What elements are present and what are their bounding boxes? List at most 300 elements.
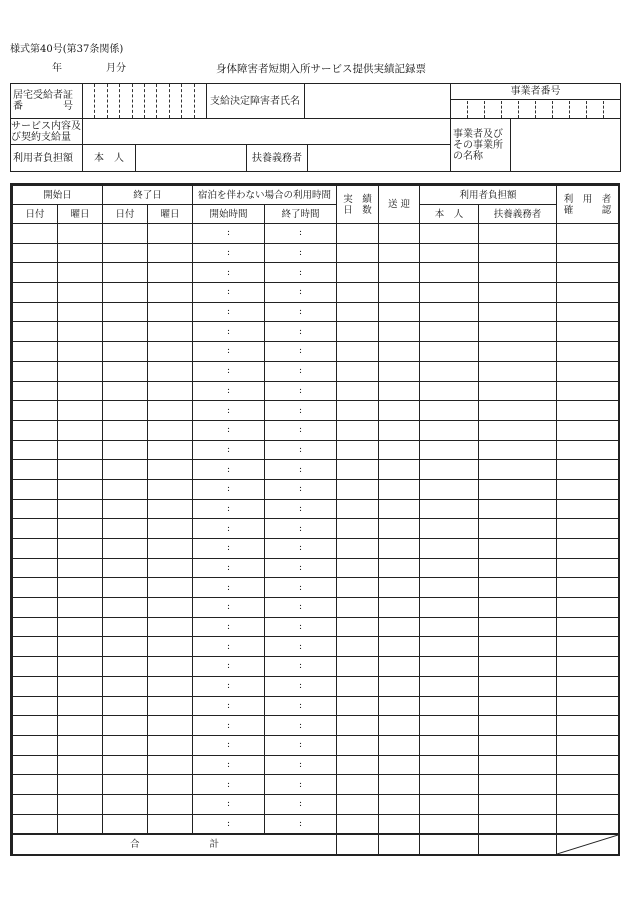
burden-self-cell[interactable] <box>420 420 479 440</box>
end-date-cell[interactable] <box>103 322 148 342</box>
total-actual-days[interactable] <box>337 834 379 855</box>
burden-guardian-cell[interactable] <box>479 263 557 283</box>
start-weekday-cell[interactable] <box>58 499 103 519</box>
start-time-cell[interactable] <box>193 814 265 834</box>
transport-cell[interactable] <box>379 814 420 834</box>
start-time-cell[interactable] <box>193 263 265 283</box>
end-date-cell[interactable] <box>103 814 148 834</box>
end-weekday-cell[interactable] <box>148 794 193 814</box>
transport-cell[interactable] <box>379 735 420 755</box>
end-date-cell[interactable] <box>103 676 148 696</box>
start-weekday-cell[interactable] <box>58 558 103 578</box>
end-date-cell[interactable] <box>103 381 148 401</box>
burden-self-cell[interactable] <box>420 598 479 618</box>
end-time-cell[interactable] <box>265 322 337 342</box>
start-time-cell[interactable] <box>193 420 265 440</box>
end-time-cell[interactable] <box>265 775 337 795</box>
transport-cell[interactable] <box>379 696 420 716</box>
end-date-cell[interactable] <box>103 716 148 736</box>
start-weekday-cell[interactable] <box>58 814 103 834</box>
actual-days-cell[interactable] <box>337 460 379 480</box>
start-date-cell[interactable] <box>13 224 58 244</box>
start-date-cell[interactable] <box>13 401 58 421</box>
start-weekday-cell[interactable] <box>58 539 103 559</box>
confirm-cell[interactable] <box>557 499 619 519</box>
start-time-cell[interactable] <box>193 243 265 263</box>
end-date-cell[interactable] <box>103 598 148 618</box>
end-weekday-cell[interactable] <box>148 755 193 775</box>
actual-days-cell[interactable] <box>337 558 379 578</box>
burden-self-cell[interactable] <box>420 539 479 559</box>
end-weekday-cell[interactable] <box>148 814 193 834</box>
start-time-cell[interactable] <box>193 381 265 401</box>
start-weekday-cell[interactable] <box>58 794 103 814</box>
end-date-cell[interactable] <box>103 775 148 795</box>
actual-days-cell[interactable] <box>337 814 379 834</box>
start-weekday-cell[interactable] <box>58 440 103 460</box>
burden-guardian-cell[interactable] <box>479 440 557 460</box>
burden-self-cell[interactable] <box>420 224 479 244</box>
start-date-cell[interactable] <box>13 558 58 578</box>
confirm-cell[interactable] <box>557 637 619 657</box>
end-date-cell[interactable] <box>103 637 148 657</box>
confirm-cell[interactable] <box>557 440 619 460</box>
burden-self-cell[interactable] <box>420 361 479 381</box>
start-date-cell[interactable] <box>13 657 58 677</box>
burden-self-cell[interactable] <box>420 263 479 283</box>
burden-guardian-cell[interactable] <box>479 794 557 814</box>
start-time-cell[interactable] <box>193 716 265 736</box>
confirm-cell[interactable] <box>557 460 619 480</box>
burden-guardian-cell[interactable] <box>479 361 557 381</box>
end-weekday-cell[interactable] <box>148 716 193 736</box>
confirm-cell[interactable] <box>557 519 619 539</box>
start-weekday-cell[interactable] <box>58 676 103 696</box>
transport-cell[interactable] <box>379 578 420 598</box>
end-time-cell[interactable] <box>265 224 337 244</box>
actual-days-cell[interactable] <box>337 342 379 362</box>
burden-guardian-cell[interactable] <box>479 775 557 795</box>
transport-cell[interactable] <box>379 283 420 303</box>
burden-guardian-cell[interactable] <box>479 460 557 480</box>
burden-guardian-cell[interactable] <box>479 814 557 834</box>
start-date-cell[interactable] <box>13 322 58 342</box>
end-weekday-cell[interactable] <box>148 499 193 519</box>
transport-cell[interactable] <box>379 637 420 657</box>
end-date-cell[interactable] <box>103 342 148 362</box>
end-weekday-cell[interactable] <box>148 322 193 342</box>
start-time-cell[interactable] <box>193 224 265 244</box>
actual-days-cell[interactable] <box>337 794 379 814</box>
actual-days-cell[interactable] <box>337 479 379 499</box>
end-date-cell[interactable] <box>103 361 148 381</box>
end-weekday-cell[interactable] <box>148 479 193 499</box>
transport-cell[interactable] <box>379 381 420 401</box>
end-time-cell[interactable] <box>265 420 337 440</box>
end-date-cell[interactable] <box>103 243 148 263</box>
start-weekday-cell[interactable] <box>58 735 103 755</box>
transport-cell[interactable] <box>379 539 420 559</box>
start-date-cell[interactable] <box>13 617 58 637</box>
start-date-cell[interactable] <box>13 598 58 618</box>
transport-cell[interactable] <box>379 617 420 637</box>
actual-days-cell[interactable] <box>337 598 379 618</box>
start-weekday-cell[interactable] <box>58 420 103 440</box>
burden-self-field[interactable] <box>136 145 247 171</box>
burden-guardian-cell[interactable] <box>479 637 557 657</box>
burden-guardian-cell[interactable] <box>479 617 557 637</box>
burden-guardian-cell[interactable] <box>479 519 557 539</box>
burden-self-cell[interactable] <box>420 637 479 657</box>
burden-self-cell[interactable] <box>420 243 479 263</box>
end-weekday-cell[interactable] <box>148 519 193 539</box>
actual-days-cell[interactable] <box>337 283 379 303</box>
end-weekday-cell[interactable] <box>148 263 193 283</box>
end-weekday-cell[interactable] <box>148 696 193 716</box>
burden-guardian-cell[interactable] <box>479 342 557 362</box>
transport-cell[interactable] <box>379 598 420 618</box>
burden-guardian-cell[interactable] <box>479 322 557 342</box>
burden-guardian-cell[interactable] <box>479 420 557 440</box>
start-weekday-cell[interactable] <box>58 263 103 283</box>
end-time-cell[interactable] <box>265 657 337 677</box>
confirm-cell[interactable] <box>557 342 619 362</box>
burden-self-cell[interactable] <box>420 794 479 814</box>
transport-cell[interactable] <box>379 657 420 677</box>
transport-cell[interactable] <box>379 460 420 480</box>
confirm-cell[interactable] <box>557 479 619 499</box>
end-date-cell[interactable] <box>103 263 148 283</box>
start-date-cell[interactable] <box>13 342 58 362</box>
burden-guardian-cell[interactable] <box>479 302 557 322</box>
confirm-cell[interactable] <box>557 716 619 736</box>
start-time-cell[interactable] <box>193 342 265 362</box>
end-weekday-cell[interactable] <box>148 243 193 263</box>
start-date-cell[interactable] <box>13 499 58 519</box>
transport-cell[interactable] <box>379 775 420 795</box>
end-time-cell[interactable] <box>265 460 337 480</box>
end-date-cell[interactable] <box>103 657 148 677</box>
start-time-cell[interactable] <box>193 440 265 460</box>
start-time-cell[interactable] <box>193 302 265 322</box>
end-weekday-cell[interactable] <box>148 657 193 677</box>
actual-days-cell[interactable] <box>337 401 379 421</box>
burden-guardian-cell[interactable] <box>479 539 557 559</box>
end-time-cell[interactable] <box>265 637 337 657</box>
start-date-cell[interactable] <box>13 243 58 263</box>
transport-cell[interactable] <box>379 243 420 263</box>
start-weekday-cell[interactable] <box>58 578 103 598</box>
end-weekday-cell[interactable] <box>148 617 193 637</box>
start-weekday-cell[interactable] <box>58 302 103 322</box>
transport-cell[interactable] <box>379 558 420 578</box>
burden-guardian-cell[interactable] <box>479 578 557 598</box>
confirm-cell[interactable] <box>557 755 619 775</box>
cert-no-field[interactable] <box>83 84 207 119</box>
start-date-cell[interactable] <box>13 814 58 834</box>
start-time-cell[interactable] <box>193 735 265 755</box>
end-weekday-cell[interactable] <box>148 224 193 244</box>
burden-self-cell[interactable] <box>420 814 479 834</box>
start-weekday-cell[interactable] <box>58 657 103 677</box>
start-time-cell[interactable] <box>193 283 265 303</box>
start-date-cell[interactable] <box>13 381 58 401</box>
end-time-cell[interactable] <box>265 676 337 696</box>
total-burden-self[interactable] <box>420 834 479 855</box>
burden-self-cell[interactable] <box>420 322 479 342</box>
confirm-cell[interactable] <box>557 539 619 559</box>
end-time-cell[interactable] <box>265 558 337 578</box>
actual-days-cell[interactable] <box>337 381 379 401</box>
burden-guardian-cell[interactable] <box>479 716 557 736</box>
end-time-cell[interactable] <box>265 539 337 559</box>
end-date-cell[interactable] <box>103 755 148 775</box>
end-time-cell[interactable] <box>265 263 337 283</box>
transport-cell[interactable] <box>379 519 420 539</box>
confirm-cell[interactable] <box>557 617 619 637</box>
total-burden-guardian[interactable] <box>479 834 557 855</box>
confirm-cell[interactable] <box>557 420 619 440</box>
start-date-cell[interactable] <box>13 637 58 657</box>
start-weekday-cell[interactable] <box>58 460 103 480</box>
start-weekday-cell[interactable] <box>58 224 103 244</box>
end-time-cell[interactable] <box>265 440 337 460</box>
end-time-cell[interactable] <box>265 361 337 381</box>
start-weekday-cell[interactable] <box>58 696 103 716</box>
actual-days-cell[interactable] <box>337 676 379 696</box>
end-weekday-cell[interactable] <box>148 539 193 559</box>
actual-days-cell[interactable] <box>337 243 379 263</box>
transport-cell[interactable] <box>379 361 420 381</box>
confirm-cell[interactable] <box>557 322 619 342</box>
start-weekday-cell[interactable] <box>58 381 103 401</box>
end-time-cell[interactable] <box>265 617 337 637</box>
transport-cell[interactable] <box>379 716 420 736</box>
confirm-cell[interactable] <box>557 401 619 421</box>
actual-days-cell[interactable] <box>337 263 379 283</box>
end-weekday-cell[interactable] <box>148 735 193 755</box>
start-weekday-cell[interactable] <box>58 243 103 263</box>
burden-self-cell[interactable] <box>420 460 479 480</box>
end-time-cell[interactable] <box>265 814 337 834</box>
start-time-cell[interactable] <box>193 696 265 716</box>
burden-guardian-field[interactable] <box>308 145 450 171</box>
end-date-cell[interactable] <box>103 479 148 499</box>
start-weekday-cell[interactable] <box>58 401 103 421</box>
transport-cell[interactable] <box>379 499 420 519</box>
burden-guardian-cell[interactable] <box>479 755 557 775</box>
start-date-cell[interactable] <box>13 440 58 460</box>
burden-self-cell[interactable] <box>420 479 479 499</box>
start-weekday-cell[interactable] <box>58 617 103 637</box>
actual-days-cell[interactable] <box>337 578 379 598</box>
burden-self-cell[interactable] <box>420 735 479 755</box>
transport-cell[interactable] <box>379 479 420 499</box>
start-weekday-cell[interactable] <box>58 716 103 736</box>
actual-days-cell[interactable] <box>337 440 379 460</box>
burden-self-cell[interactable] <box>420 440 479 460</box>
actual-days-cell[interactable] <box>337 302 379 322</box>
end-date-cell[interactable] <box>103 617 148 637</box>
end-weekday-cell[interactable] <box>148 578 193 598</box>
start-date-cell[interactable] <box>13 302 58 322</box>
start-time-cell[interactable] <box>193 598 265 618</box>
actual-days-cell[interactable] <box>337 322 379 342</box>
end-time-cell[interactable] <box>265 598 337 618</box>
burden-self-cell[interactable] <box>420 617 479 637</box>
provider-name-field[interactable] <box>511 119 621 172</box>
start-time-cell[interactable] <box>193 479 265 499</box>
end-date-cell[interactable] <box>103 440 148 460</box>
end-time-cell[interactable] <box>265 716 337 736</box>
burden-self-cell[interactable] <box>420 775 479 795</box>
end-weekday-cell[interactable] <box>148 342 193 362</box>
end-time-cell[interactable] <box>265 243 337 263</box>
start-time-cell[interactable] <box>193 519 265 539</box>
confirm-cell[interactable] <box>557 361 619 381</box>
burden-self-cell[interactable] <box>420 283 479 303</box>
end-date-cell[interactable] <box>103 558 148 578</box>
actual-days-cell[interactable] <box>337 539 379 559</box>
confirm-cell[interactable] <box>557 263 619 283</box>
provider-no-field[interactable] <box>451 100 621 119</box>
actual-days-cell[interactable] <box>337 637 379 657</box>
end-weekday-cell[interactable] <box>148 598 193 618</box>
end-time-cell[interactable] <box>265 578 337 598</box>
end-weekday-cell[interactable] <box>148 302 193 322</box>
burden-self-cell[interactable] <box>420 578 479 598</box>
confirm-cell[interactable] <box>557 814 619 834</box>
end-weekday-cell[interactable] <box>148 676 193 696</box>
end-date-cell[interactable] <box>103 401 148 421</box>
actual-days-cell[interactable] <box>337 716 379 736</box>
end-weekday-cell[interactable] <box>148 440 193 460</box>
total-transport[interactable] <box>379 834 420 855</box>
burden-self-cell[interactable] <box>420 657 479 677</box>
start-time-cell[interactable] <box>193 794 265 814</box>
end-date-cell[interactable] <box>103 794 148 814</box>
confirm-cell[interactable] <box>557 657 619 677</box>
confirm-cell[interactable] <box>557 696 619 716</box>
start-time-cell[interactable] <box>193 578 265 598</box>
start-weekday-cell[interactable] <box>58 479 103 499</box>
burden-self-cell[interactable] <box>420 342 479 362</box>
burden-self-cell[interactable] <box>420 696 479 716</box>
confirm-cell[interactable] <box>557 578 619 598</box>
burden-guardian-cell[interactable] <box>479 243 557 263</box>
service-field[interactable] <box>83 119 451 145</box>
transport-cell[interactable] <box>379 755 420 775</box>
start-time-cell[interactable] <box>193 401 265 421</box>
start-date-cell[interactable] <box>13 539 58 559</box>
burden-guardian-cell[interactable] <box>479 224 557 244</box>
end-weekday-cell[interactable] <box>148 401 193 421</box>
end-date-cell[interactable] <box>103 283 148 303</box>
start-date-cell[interactable] <box>13 578 58 598</box>
start-weekday-cell[interactable] <box>58 519 103 539</box>
end-time-cell[interactable] <box>265 283 337 303</box>
burden-self-cell[interactable] <box>420 499 479 519</box>
transport-cell[interactable] <box>379 676 420 696</box>
burden-guardian-cell[interactable] <box>479 676 557 696</box>
start-time-cell[interactable] <box>193 322 265 342</box>
start-time-cell[interactable] <box>193 499 265 519</box>
burden-guardian-cell[interactable] <box>479 283 557 303</box>
end-weekday-cell[interactable] <box>148 361 193 381</box>
burden-guardian-cell[interactable] <box>479 401 557 421</box>
end-time-cell[interactable] <box>265 696 337 716</box>
start-date-cell[interactable] <box>13 716 58 736</box>
end-date-cell[interactable] <box>103 420 148 440</box>
confirm-cell[interactable] <box>557 775 619 795</box>
start-weekday-cell[interactable] <box>58 342 103 362</box>
actual-days-cell[interactable] <box>337 775 379 795</box>
actual-days-cell[interactable] <box>337 420 379 440</box>
confirm-cell[interactable] <box>557 302 619 322</box>
transport-cell[interactable] <box>379 401 420 421</box>
actual-days-cell[interactable] <box>337 617 379 637</box>
start-weekday-cell[interactable] <box>58 598 103 618</box>
actual-days-cell[interactable] <box>337 224 379 244</box>
end-weekday-cell[interactable] <box>148 460 193 480</box>
start-date-cell[interactable] <box>13 696 58 716</box>
burden-guardian-cell[interactable] <box>479 696 557 716</box>
transport-cell[interactable] <box>379 263 420 283</box>
burden-guardian-cell[interactable] <box>479 499 557 519</box>
end-time-cell[interactable] <box>265 401 337 421</box>
transport-cell[interactable] <box>379 302 420 322</box>
transport-cell[interactable] <box>379 322 420 342</box>
recipient-name-field[interactable] <box>305 84 451 119</box>
end-date-cell[interactable] <box>103 460 148 480</box>
end-date-cell[interactable] <box>103 735 148 755</box>
start-time-cell[interactable] <box>193 558 265 578</box>
start-time-cell[interactable] <box>193 539 265 559</box>
end-time-cell[interactable] <box>265 302 337 322</box>
burden-self-cell[interactable] <box>420 401 479 421</box>
confirm-cell[interactable] <box>557 243 619 263</box>
start-weekday-cell[interactable] <box>58 755 103 775</box>
burden-guardian-cell[interactable] <box>479 598 557 618</box>
start-date-cell[interactable] <box>13 775 58 795</box>
actual-days-cell[interactable] <box>337 755 379 775</box>
end-weekday-cell[interactable] <box>148 637 193 657</box>
start-date-cell[interactable] <box>13 263 58 283</box>
confirm-cell[interactable] <box>557 676 619 696</box>
confirm-cell[interactable] <box>557 794 619 814</box>
start-time-cell[interactable] <box>193 361 265 381</box>
end-time-cell[interactable] <box>265 342 337 362</box>
actual-days-cell[interactable] <box>337 696 379 716</box>
start-date-cell[interactable] <box>13 735 58 755</box>
start-date-cell[interactable] <box>13 755 58 775</box>
start-time-cell[interactable] <box>193 617 265 637</box>
end-weekday-cell[interactable] <box>148 775 193 795</box>
end-time-cell[interactable] <box>265 519 337 539</box>
actual-days-cell[interactable] <box>337 657 379 677</box>
confirm-cell[interactable] <box>557 735 619 755</box>
burden-self-cell[interactable] <box>420 716 479 736</box>
end-date-cell[interactable] <box>103 539 148 559</box>
start-time-cell[interactable] <box>193 657 265 677</box>
start-date-cell[interactable] <box>13 460 58 480</box>
end-weekday-cell[interactable] <box>148 558 193 578</box>
end-time-cell[interactable] <box>265 381 337 401</box>
start-weekday-cell[interactable] <box>58 361 103 381</box>
burden-self-cell[interactable] <box>420 302 479 322</box>
end-date-cell[interactable] <box>103 578 148 598</box>
end-date-cell[interactable] <box>103 302 148 322</box>
